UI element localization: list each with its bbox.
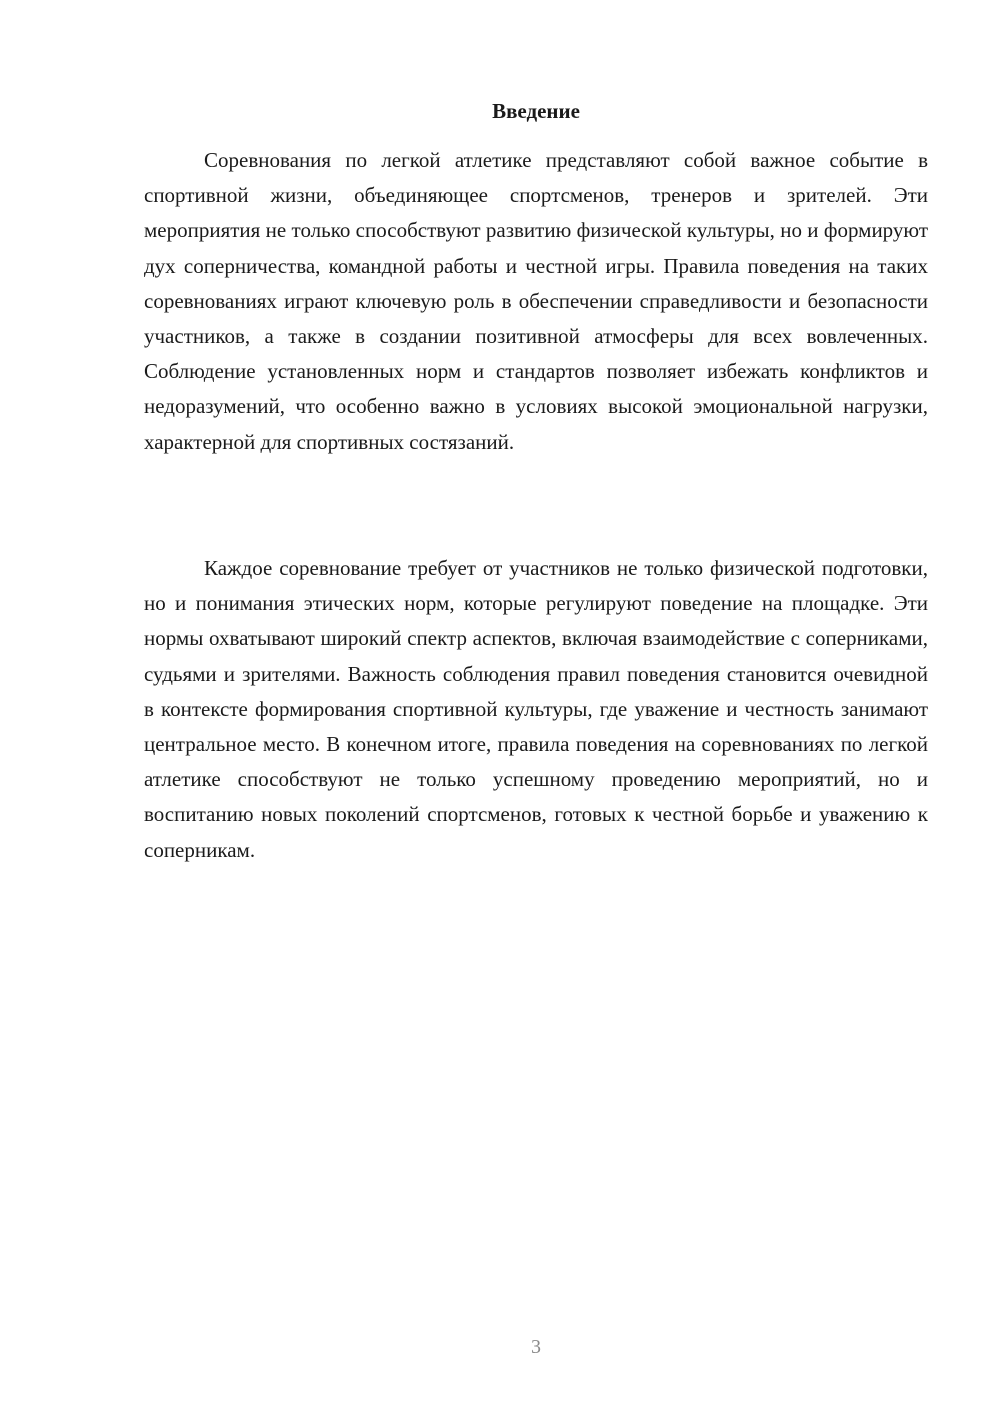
paragraph-1: Соревнования по легкой атлетике представляют собой важное событие в спортивной жизни, объединяющее спортсменов, тренеров и зрителей. Эти мероприятия не только способствуют развитию физической культуры, но и формируют дух соперничества, командной работы и честной игры. Правила поведения на таких соревнованиях играют ключевую роль в обеспечении справедливости и безопасности участников, а также в создании позитивной атмосферы для всех вовлеченных. Соблюдение установленных норм и стандартов позволяет избежать конфликтов и недоразумений, что особенно важно в условиях высокой эмоциональной нагрузки, характерной для спортивных состязаний. xyxy=(144,148,928,454)
paragraph-2: Каждое соревнование требует от участников не только физической подготовки, но и понимания этических норм, которые регулируют поведение на площадке. Эти нормы охватывают широкий спектр аспектов, включая взаимодействие с соперниками, судьями и зрителями. Важность соблюдения правил поведения становится очевидной в контексте формирования спортивной культуры, где уважение и честность занимают центральное место. В конечном итоге, правила поведения на соревнованиях по легкой атлетике способствуют не только успешному проведению мероприятий, но и воспитанию новых поколений спортсменов, готовых к честной борьбе и уважению к соперникам. xyxy=(144,556,928,862)
page-number: 3 xyxy=(531,1336,541,1358)
section-heading: Введение xyxy=(492,99,580,123)
